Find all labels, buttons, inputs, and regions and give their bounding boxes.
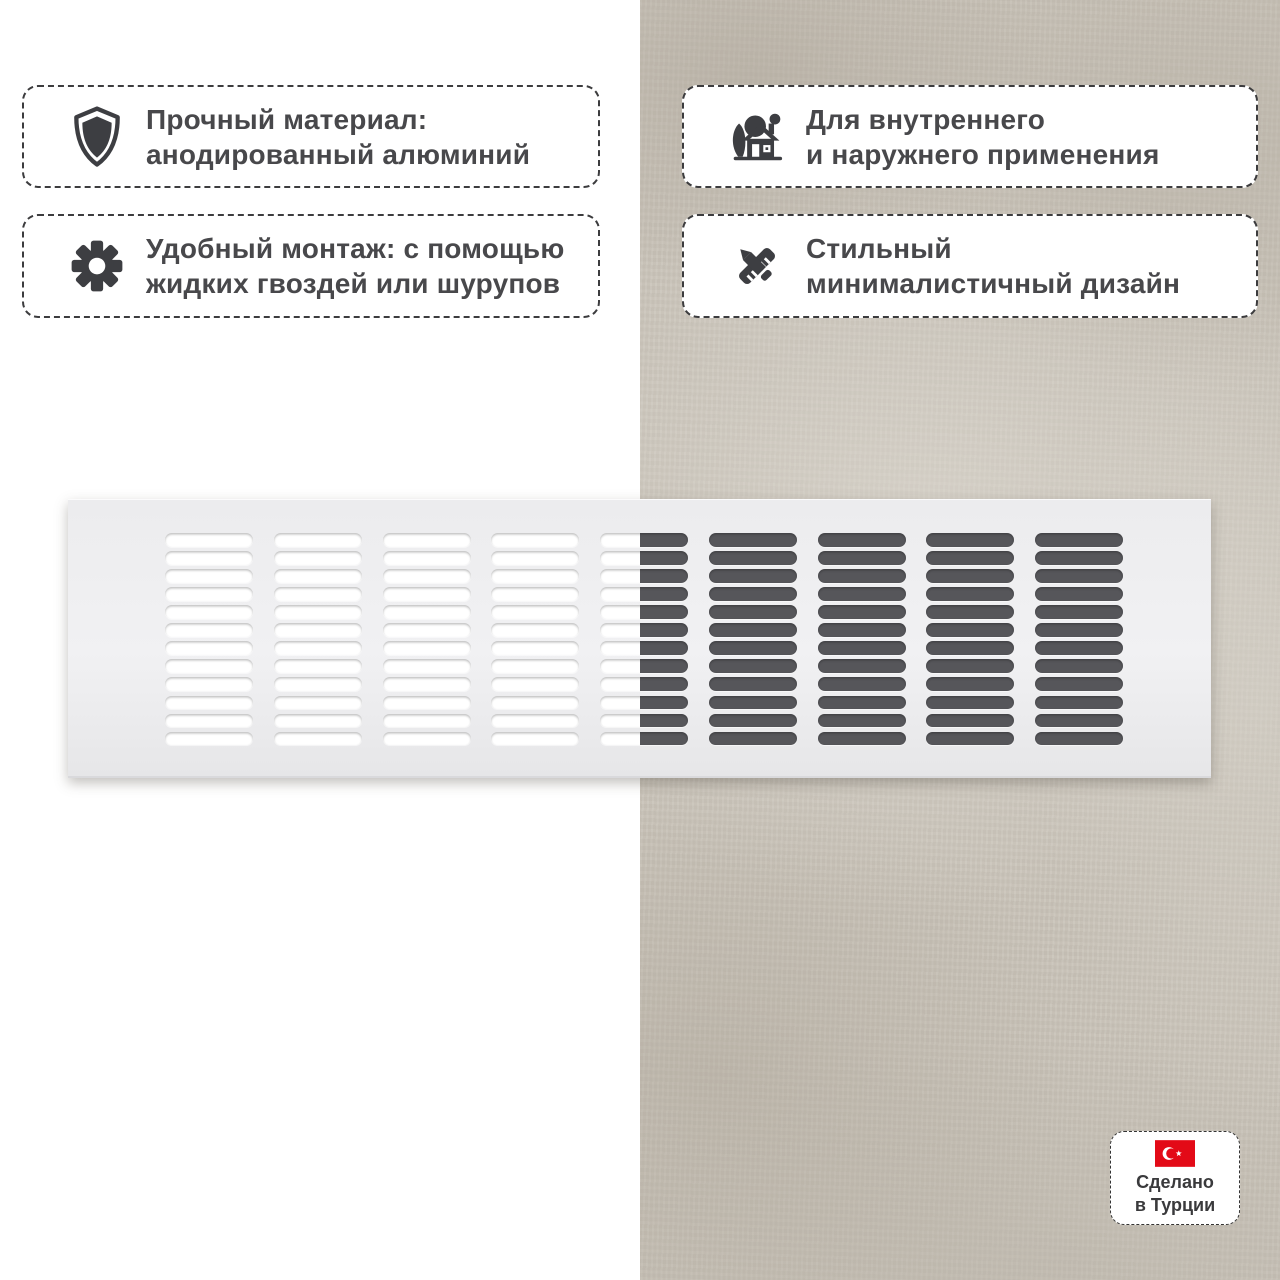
feature-card-application [682, 85, 1258, 188]
grille-slot [926, 732, 1014, 746]
grille-slot [818, 533, 906, 547]
grille-slot [383, 569, 471, 583]
grille-slot [491, 677, 579, 691]
grille-slot [818, 569, 906, 583]
gear-icon [68, 238, 126, 294]
feature-line: Для внутреннего [806, 103, 1046, 135]
grille-slot [1035, 696, 1123, 710]
grille-slot [1035, 605, 1123, 619]
grille-slot [165, 641, 253, 655]
grille-slot [165, 587, 253, 601]
grille-slot [926, 677, 1014, 691]
feature-line: Удобный монтаж: с помощью [146, 233, 565, 264]
grille-slot [491, 587, 579, 601]
feature-card-design [682, 214, 1258, 318]
feature-line: минималистичный дизайн [806, 268, 1181, 299]
grille-slot [491, 641, 579, 655]
grille-slot [274, 659, 362, 673]
grille-slot [818, 623, 906, 637]
grille-slot [165, 677, 253, 691]
grille-slot [491, 732, 579, 746]
grille-slot [600, 659, 688, 673]
grille-slot [1035, 677, 1123, 691]
grille-slot [383, 677, 471, 691]
grille-slot [165, 605, 253, 619]
grille-slot [165, 659, 253, 673]
grille-slot [709, 714, 797, 728]
feature-line: и наружнего применения [806, 138, 1160, 170]
grille-slot [818, 587, 906, 601]
grille-slot [818, 714, 906, 728]
grille-slot [165, 714, 253, 728]
grille-slot [709, 696, 797, 710]
pencil-ruler-icon [728, 238, 786, 294]
grille-slot [383, 623, 471, 637]
grille-slot [926, 587, 1014, 601]
feature-text [806, 102, 1160, 172]
grille-slot [709, 569, 797, 583]
grille-slot [926, 605, 1014, 619]
grille-slot [600, 623, 688, 637]
grille-slot [274, 641, 362, 655]
grille-slot [1035, 551, 1123, 565]
grille-slot [274, 696, 362, 710]
grille-slot [600, 732, 688, 746]
grille-slot [600, 696, 688, 710]
feature-line: жидких гвоздей или шурупов [146, 268, 561, 299]
grille-slot [600, 605, 688, 619]
grille-slot [383, 641, 471, 655]
grille-slot [383, 732, 471, 746]
grille-slot [1035, 623, 1123, 637]
grille-slot [818, 551, 906, 565]
feature-card-material [22, 85, 600, 188]
grille-plate [68, 499, 1211, 778]
grille-slot [274, 623, 362, 637]
grille-slot [1035, 533, 1123, 547]
shield-icon [68, 106, 126, 168]
grille-slot [709, 605, 797, 619]
grille-slot [600, 533, 688, 547]
house-icon [728, 111, 786, 163]
grille-slot [600, 551, 688, 565]
grille-slot [491, 569, 579, 583]
grille-slot [926, 533, 1014, 547]
turkey-flag-icon [1155, 1140, 1195, 1167]
grille-slot [491, 533, 579, 547]
grille-slot [926, 569, 1014, 583]
badge-line: Сделано [1136, 1171, 1214, 1192]
grille-slot [383, 714, 471, 728]
grille-slot [383, 533, 471, 547]
grille-slot [926, 551, 1014, 565]
grille-slot [926, 623, 1014, 637]
grille-slot [926, 641, 1014, 655]
grille-slot [165, 533, 253, 547]
grille-slot [165, 569, 253, 583]
grille-slot [600, 714, 688, 728]
grille-slot [709, 732, 797, 746]
grille-slot [274, 569, 362, 583]
grille-slot [709, 533, 797, 547]
grille-slot [383, 659, 471, 673]
badge-line: в Турции [1134, 1194, 1216, 1215]
grille-slot [1035, 569, 1123, 583]
grille-slot [818, 605, 906, 619]
feature-text [146, 102, 530, 172]
grille-slot [709, 659, 797, 673]
grille-slot [709, 587, 797, 601]
grille-slot [274, 714, 362, 728]
grille-slot [818, 659, 906, 673]
grille-slot [383, 587, 471, 601]
grille-slot [274, 732, 362, 746]
feature-line: Стильный [806, 233, 952, 264]
grille-slot [491, 714, 579, 728]
grille-slot [165, 623, 253, 637]
grille-slot [491, 623, 579, 637]
grille-slot [274, 587, 362, 601]
grille-slot [1035, 587, 1123, 601]
grille-slot [600, 677, 688, 691]
grille-slot [818, 732, 906, 746]
grille-slot [491, 696, 579, 710]
grille-slot [1035, 732, 1123, 746]
feature-line: Прочный материал: [146, 103, 428, 135]
grille-slot [274, 677, 362, 691]
feature-text [146, 231, 564, 301]
grille-slot [926, 696, 1014, 710]
grille-slot [165, 551, 253, 565]
grille-slot [926, 714, 1014, 728]
grille-slot [1035, 714, 1123, 728]
grille-slot [383, 696, 471, 710]
grille-slot [491, 605, 579, 619]
grille-slot [709, 677, 797, 691]
grille-slot [274, 551, 362, 565]
grille-slot [600, 587, 688, 601]
grille-slot [383, 605, 471, 619]
grille-slot [274, 533, 362, 547]
grille-slot [818, 696, 906, 710]
badge-text [1135, 1171, 1215, 1217]
grille-slot [818, 677, 906, 691]
grille-slot [165, 696, 253, 710]
grille-slot [383, 551, 471, 565]
grille-slot [1035, 641, 1123, 655]
feature-card-mounting [22, 214, 600, 318]
made-in-badge [1110, 1131, 1240, 1225]
grille-slot [600, 569, 688, 583]
grille-slot [709, 551, 797, 565]
grille-slot [926, 659, 1014, 673]
grille-slot [1035, 659, 1123, 673]
feature-text [806, 231, 1180, 301]
grille-slot [491, 551, 579, 565]
grille-slot [274, 605, 362, 619]
feature-line: анодированный алюминий [146, 138, 531, 170]
grille-slot [600, 641, 688, 655]
grille-slot [165, 732, 253, 746]
grille-slot [709, 623, 797, 637]
grille-slot [818, 641, 906, 655]
grille-slot [709, 641, 797, 655]
grille-slot [491, 659, 579, 673]
